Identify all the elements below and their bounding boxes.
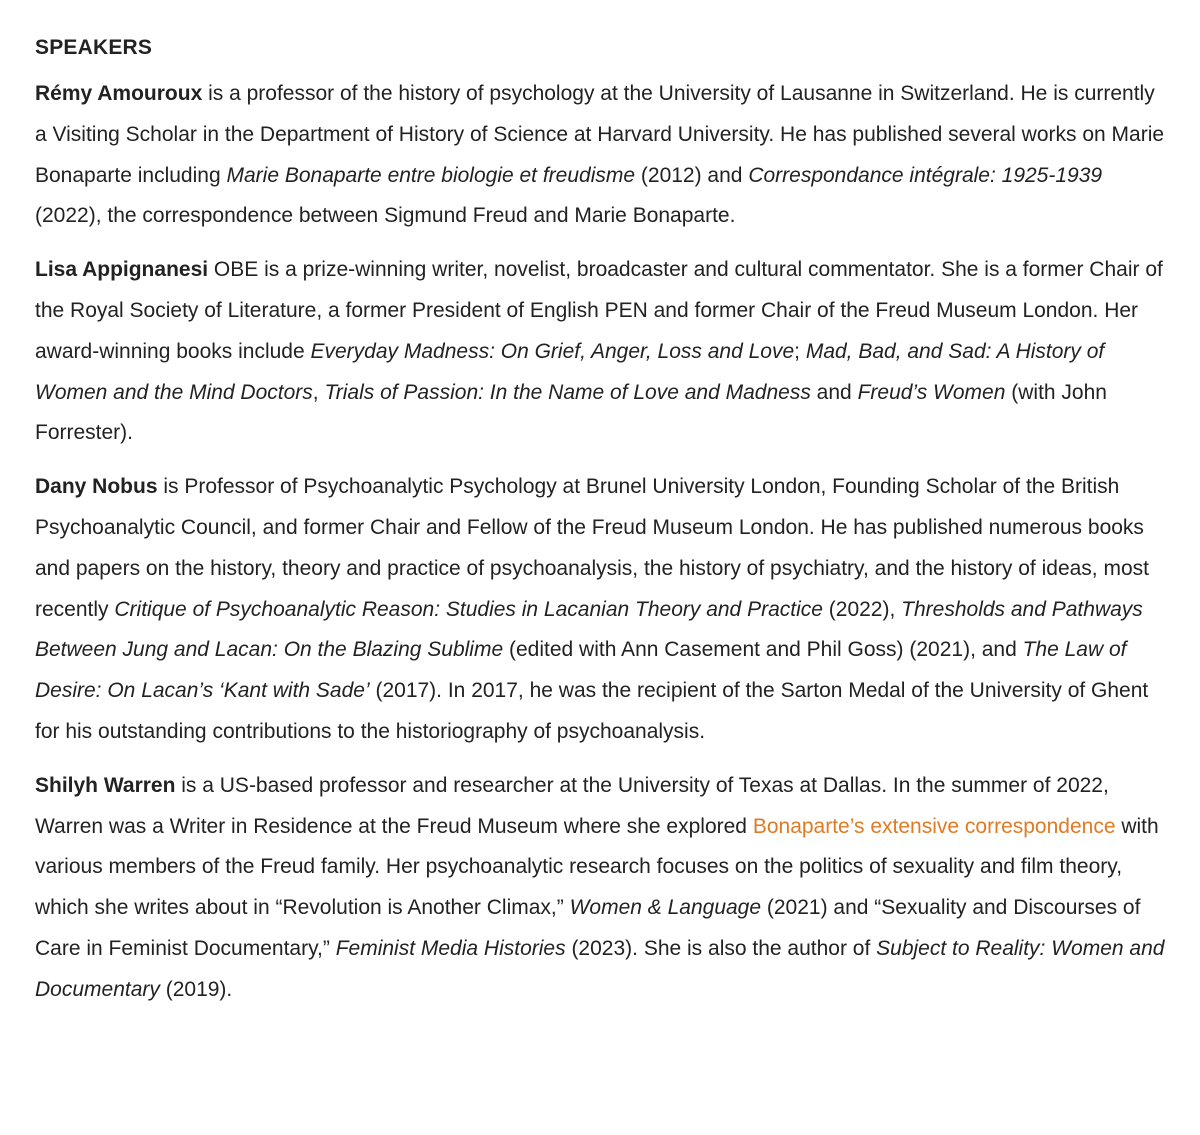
- bio-text: and: [810, 380, 858, 404]
- speaker-name: Lisa Appignanesi: [35, 258, 209, 282]
- bio-text: ;: [794, 339, 806, 363]
- bio-text: is a US-based professor and researcher at the University of Texas at Dallas. In the summer of 2022, Warren was a Writer in Residence at the Freud Museum where she explored: [35, 773, 1109, 838]
- bio-text: (edited with Ann Casement and Phil Goss) (2021), and: [503, 638, 1023, 662]
- speaker-bio-amouroux: [35, 74, 1165, 237]
- bio-text: (2017). In 2017, he was the recipient of the Sarton Medal of the University of Ghent for his outstanding contributions to the historiography of psychoanalysis.: [35, 679, 1149, 743]
- book-title: Critique of Psychoanalytic Reason: Studies in Lacanian Theory and Practice: [114, 597, 823, 621]
- book-title: Everyday Madness: On Grief, Anger, Loss and Love: [310, 339, 795, 363]
- bio-text: is Professor of Psychoanalytic Psychology at Brunel University London, Founding Scholar of the British Psychoanalytic Council, and former Chair and Fellow of the Freud Museum London. He has published numerous books and papers on the history, theory and practice of psychoanalysis, the history of psychiatry, and the history of ideas, most recently: [35, 475, 1149, 621]
- correspondence-link[interactable]: Bonaparte’s extensive correspondence: [752, 814, 1116, 838]
- bio-text: OBE is a prize-winning writer, novelist, broadcaster and cultural commentator. She is a former Chair of the Royal Society of Literature, a former President of English PEN and former Chair of the Freud Museum London. Her award-winning books include: [35, 258, 1163, 363]
- book-title: Subject to Reality: Women and Documentary: [35, 936, 1165, 1001]
- bio-text: (2022), the correspondence between Sigmund Freud and Marie Bonaparte.: [35, 204, 736, 228]
- bio-text: (2019).: [159, 977, 233, 1001]
- bio-text: (with John Forrester).: [35, 380, 1107, 445]
- book-title: Freud’s Women: [857, 380, 1006, 404]
- book-title: The Law of Desire: On Lacan’s ‘Kant with Sade’: [35, 638, 1127, 703]
- speakers-section: [35, 28, 1165, 1024]
- book-title: Thresholds and Pathways Between Jung and Lacan: On the Blazing Sublime: [35, 597, 1143, 662]
- bio-text: (2012) and: [635, 163, 749, 187]
- bio-text: ,: [312, 380, 325, 404]
- speaker-bio-appignanesi: [35, 250, 1165, 454]
- bio-text: (2022),: [822, 597, 902, 621]
- bio-text: is a professor of the history of psychology at the University of Lausanne in Switzerland. He is currently a Visiting Scholar in the Department of History of Science at Harvard University. He has published several works on Marie Bonaparte including: [35, 82, 1165, 187]
- book-title: Correspondance intégrale: 1925-1939: [748, 163, 1103, 187]
- journal-title: Feminist Media Histories: [335, 936, 566, 960]
- bio-text: with various members of the Freud family. Her psychoanalytic research focuses on the politics of sexuality and film theory, which she writes about in “Revolution is Another Climax,”: [35, 814, 1159, 920]
- speaker-name: Shilyh Warren: [35, 773, 176, 797]
- speaker-name: Dany Nobus: [35, 475, 158, 499]
- book-title: Trials of Passion: In the Name of Love and Madness: [324, 380, 811, 404]
- bio-text: (2021) and “Sexuality and Discourses of Care in Feminist Documentary,”: [35, 896, 1141, 960]
- speaker-bio-warren: [35, 766, 1165, 1011]
- book-title: Mad, Bad, and Sad: A History of Women and the Mind Doctors: [35, 339, 1105, 404]
- book-title: Marie Bonaparte entre biologie et freudisme: [226, 163, 636, 187]
- journal-title: Women & Language: [569, 896, 762, 920]
- section-heading: SPEAKERS: [35, 36, 153, 59]
- bio-text: (2023). She is also the author of: [565, 936, 877, 960]
- speaker-bio-nobus: [35, 467, 1165, 753]
- speaker-name: Rémy Amouroux: [35, 82, 203, 105]
